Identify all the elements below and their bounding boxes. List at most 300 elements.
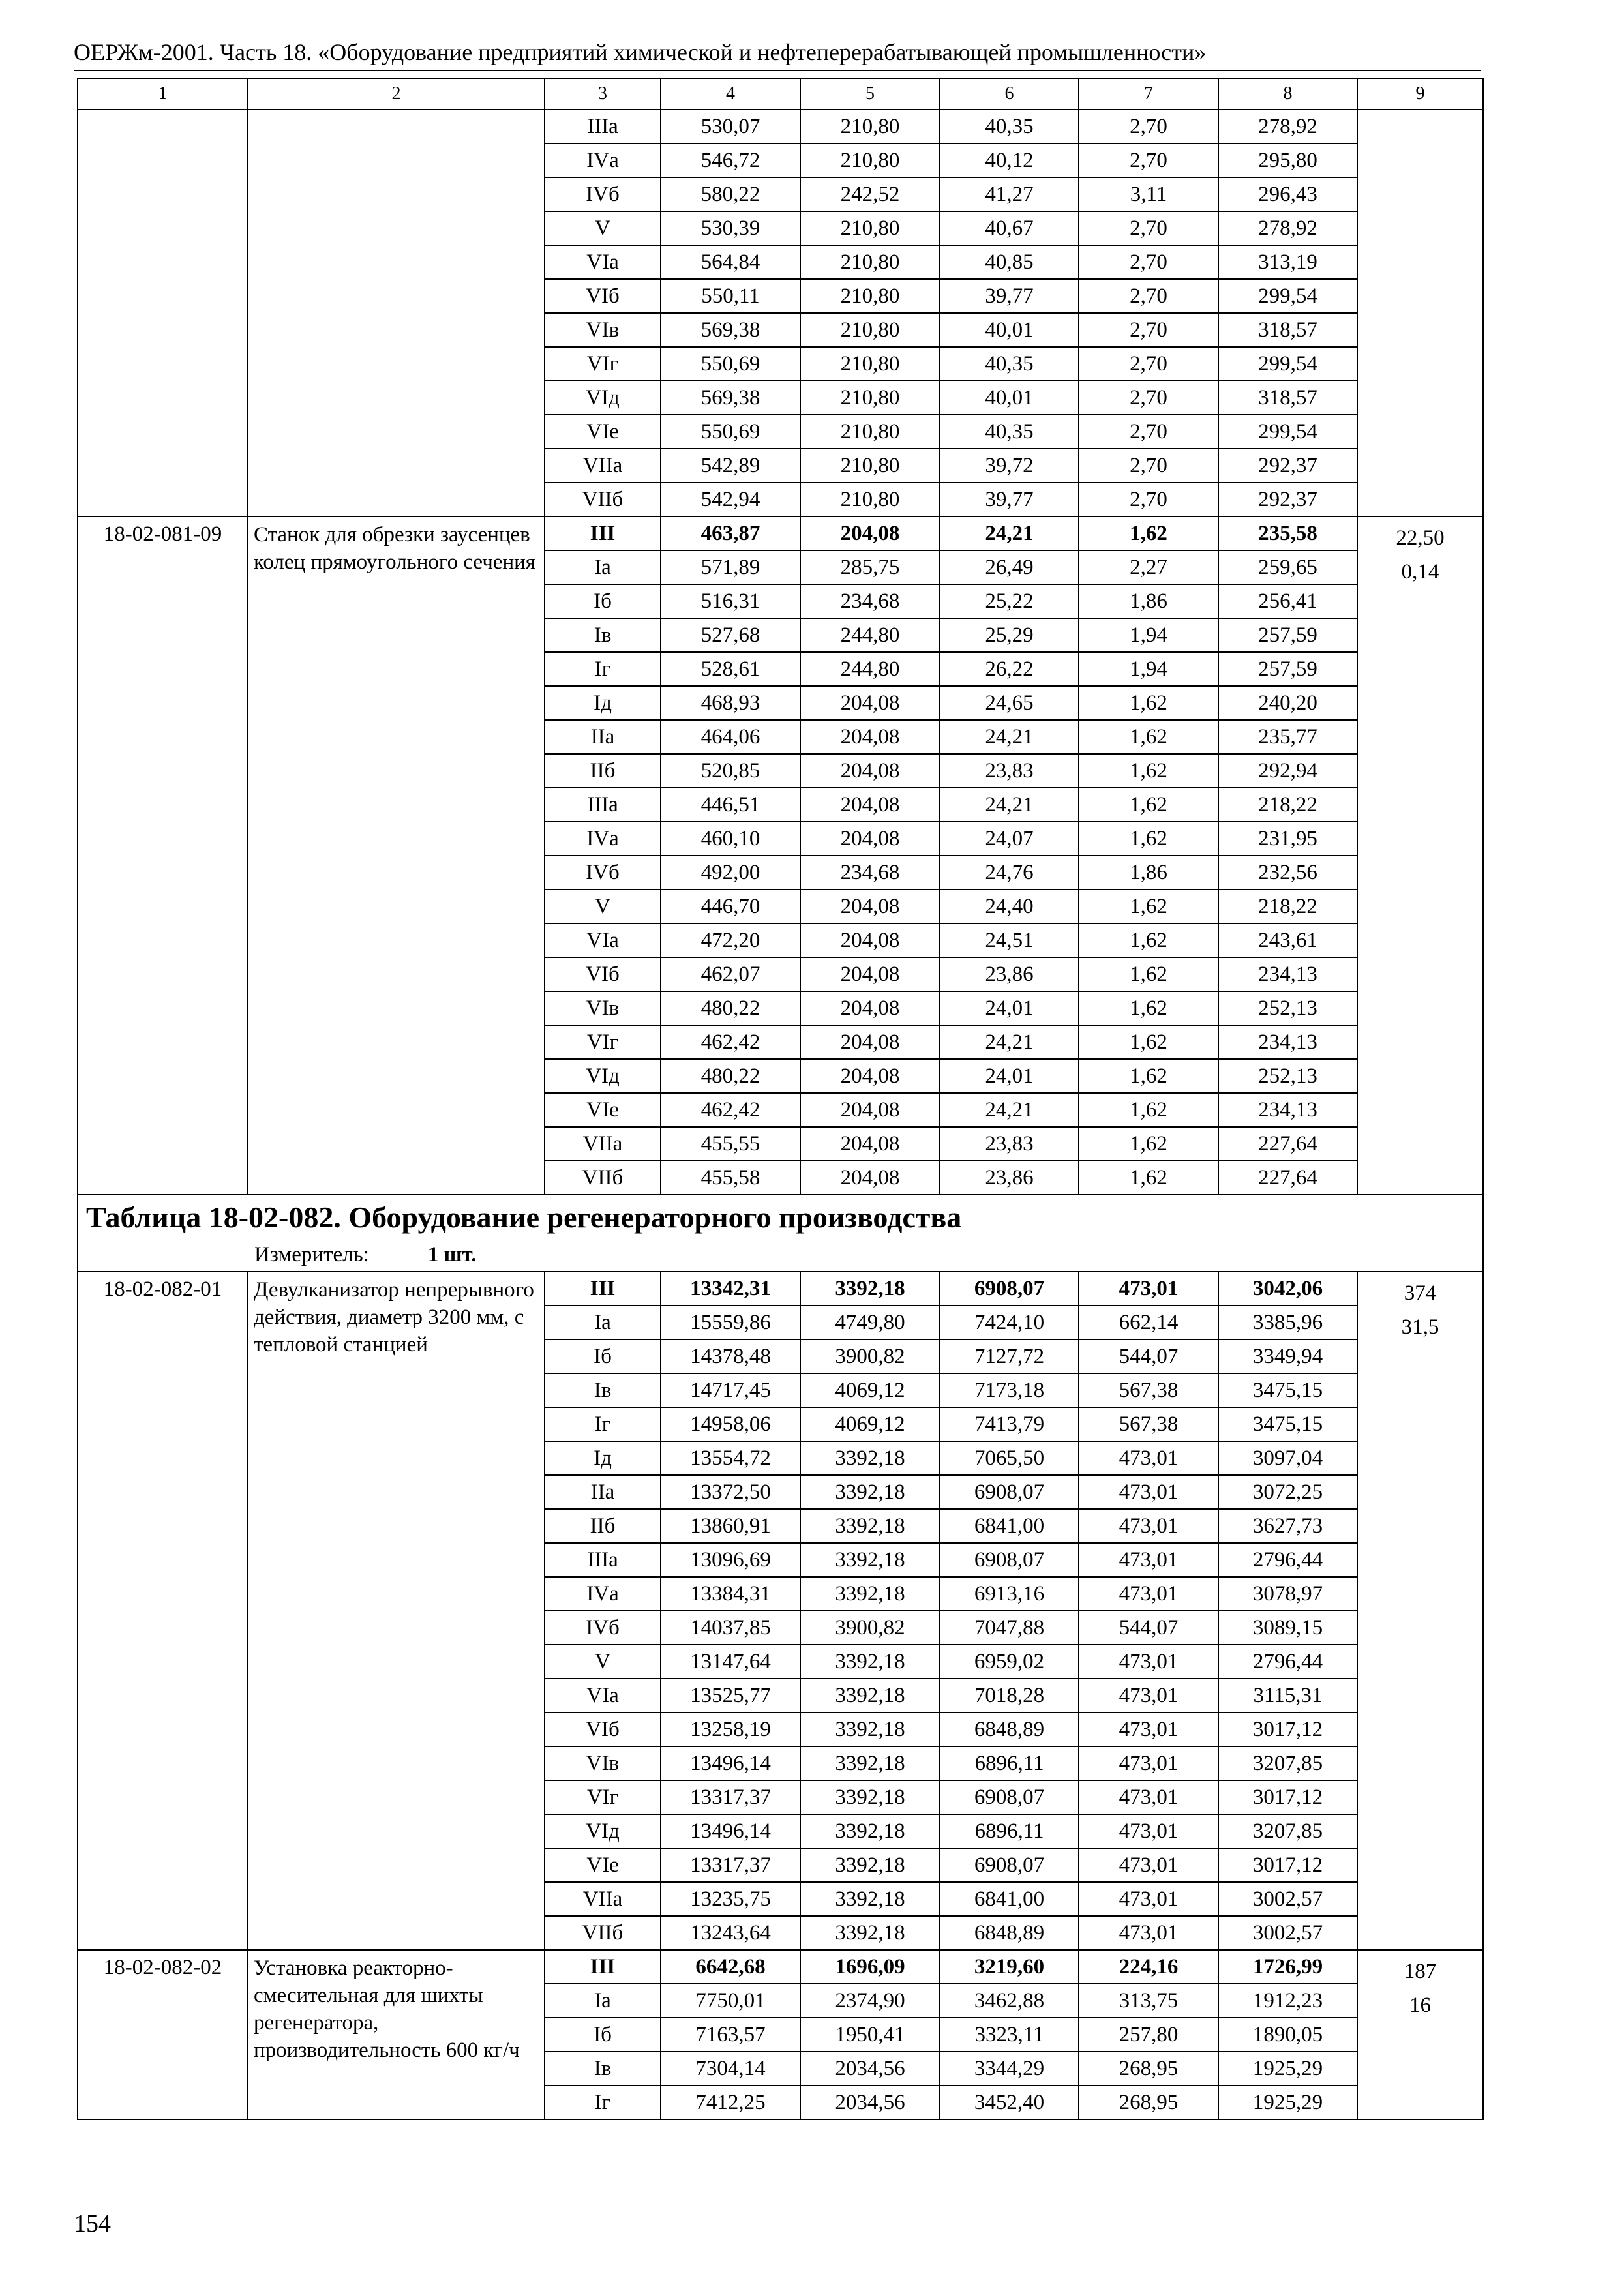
value-cell: 1726,99 [1218,1950,1357,1984]
value-cell: 3097,04 [1218,1441,1357,1475]
value-cell: 464,06 [661,720,800,754]
value-cell: 4069,12 [800,1373,940,1407]
value-cell: 6642,68 [661,1950,800,1984]
value-cell: 204,08 [800,957,940,991]
value-cell: 3017,12 [1218,1713,1357,1746]
value-cell: 210,80 [800,313,940,347]
value-cell: 473,01 [1079,1543,1218,1577]
zone-cell: III [545,1272,661,1306]
value-cell: 3392,18 [800,1543,940,1577]
value-cell: 462,07 [661,957,800,991]
value-cell: 24,21 [940,720,1079,754]
value-cell: 473,01 [1079,1441,1218,1475]
value-cell: 13258,19 [661,1713,800,1746]
value-cell: 1,62 [1079,822,1218,856]
position-code: 18-02-082-01 [78,1272,248,1950]
value-cell: 3323,11 [940,2018,1079,2052]
value-cell: 3475,15 [1218,1407,1357,1441]
value-cell: 3392,18 [800,1645,940,1679]
zone-cell: VIд [545,381,661,415]
value-cell: 234,13 [1218,957,1357,991]
materials-value: 187 [1404,1960,1437,1983]
zone-cell: VIд [545,1814,661,1848]
value-cell: 204,08 [800,788,940,822]
value-cell: 2,27 [1079,550,1218,584]
zone-cell: IIIа [545,1543,661,1577]
value-cell: 204,08 [800,822,940,856]
zone-cell: IVа [545,822,661,856]
value-cell: 1,62 [1079,991,1218,1025]
value-cell: 473,01 [1079,1746,1218,1780]
value-cell: 544,07 [1079,1611,1218,1645]
zone-cell: VIIа [545,1882,661,1916]
value-cell: 1,62 [1079,1161,1218,1195]
zone-cell: IIб [545,754,661,788]
value-cell: 13096,69 [661,1543,800,1577]
zone-cell: VIв [545,991,661,1025]
value-cell: 468,93 [661,686,800,720]
position-description: Станок для обрезки заусенцев колец прямоугольного сечения [248,516,545,1195]
value-cell: 6848,89 [940,1916,1079,1950]
table-row [78,110,1483,143]
materials-cell [1357,516,1483,1195]
position-description [248,110,545,516]
value-cell: 6848,89 [940,1713,1079,1746]
value-cell: 1,62 [1079,720,1218,754]
unit-row [78,1238,1483,1272]
zone-cell: Iа [545,1306,661,1339]
value-cell: 3349,94 [1218,1339,1357,1373]
position-code: 18-02-081-09 [78,516,248,1195]
value-cell: 210,80 [800,279,940,313]
value-cell: 318,57 [1218,313,1357,347]
value-cell: 3219,60 [940,1950,1079,1984]
value-cell: 473,01 [1079,1475,1218,1509]
table-row [78,516,1483,550]
value-cell: 24,21 [940,516,1079,550]
value-cell: 40,85 [940,245,1079,279]
value-cell: 259,65 [1218,550,1357,584]
value-cell: 278,92 [1218,110,1357,143]
value-cell: 204,08 [800,754,940,788]
value-cell: 204,08 [800,890,940,923]
value-cell: 14037,85 [661,1611,800,1645]
value-cell: 234,68 [800,584,940,618]
zone-cell: Iг [545,652,661,686]
value-cell: 542,94 [661,483,800,516]
zone-cell: VIг [545,1025,661,1059]
value-cell: 210,80 [800,483,940,516]
value-cell: 204,08 [800,1025,940,1059]
value-cell: 3392,18 [800,1441,940,1475]
value-cell: 204,08 [800,991,940,1025]
zone-cell: VIе [545,415,661,449]
zone-cell: VIг [545,347,661,381]
value-cell: 569,38 [661,381,800,415]
zone-cell: IVб [545,177,661,211]
value-cell: 1,62 [1079,1127,1218,1161]
value-cell: 544,07 [1079,1339,1218,1373]
value-cell: 204,08 [800,1059,940,1093]
value-cell: 530,07 [661,110,800,143]
column-number: 2 [248,78,545,110]
value-cell: 13860,91 [661,1509,800,1543]
zone-cell: VIд [545,1059,661,1093]
value-cell: 40,35 [940,347,1079,381]
header-rule [74,70,1481,71]
value-cell: 25,22 [940,584,1079,618]
value-cell: 296,43 [1218,177,1357,211]
value-cell: 473,01 [1079,1509,1218,1543]
value-cell: 13372,50 [661,1475,800,1509]
zone-cell: VIа [545,245,661,279]
value-cell: 13496,14 [661,1746,800,1780]
column-number: 9 [1357,78,1483,110]
value-cell: 580,22 [661,177,800,211]
value-cell: 1,62 [1079,957,1218,991]
value-cell: 3017,12 [1218,1848,1357,1882]
zone-cell: VIв [545,313,661,347]
zone-cell: Iв [545,2052,661,2086]
zone-cell: Iд [545,686,661,720]
value-cell: 567,38 [1079,1373,1218,1407]
value-cell: 1,62 [1079,1059,1218,1093]
value-cell: 24,21 [940,1025,1079,1059]
zone-cell: VIIб [545,1916,661,1950]
zone-cell: Iг [545,2086,661,2119]
value-cell: 14717,45 [661,1373,800,1407]
value-cell: 292,37 [1218,483,1357,516]
value-cell: 2,70 [1079,211,1218,245]
value-cell: 210,80 [800,381,940,415]
table-title: Таблица 18-02-082. Оборудование регенераторного производства [78,1195,1483,1238]
value-cell: 40,12 [940,143,1079,177]
value-cell: 24,07 [940,822,1079,856]
value-cell: 550,69 [661,347,800,381]
value-cell: 3078,97 [1218,1577,1357,1611]
zone-cell: IVб [545,856,661,890]
value-cell: 40,35 [940,110,1079,143]
running-header: ОЕРЖм-2001. Часть 18. «Оборудование предприятий химической и нефтеперерабатывающей промышленности» [74,39,1207,65]
zone-cell: IIб [545,1509,661,1543]
value-cell: 292,94 [1218,754,1357,788]
value-cell: 446,51 [661,788,800,822]
value-cell: 295,80 [1218,143,1357,177]
zone-cell: V [545,890,661,923]
value-cell: 1,62 [1079,890,1218,923]
value-cell: 256,41 [1218,584,1357,618]
value-cell: 3392,18 [800,1679,940,1713]
value-cell: 6908,07 [940,1272,1079,1306]
value-cell: 2796,44 [1218,1543,1357,1577]
value-cell: 7065,50 [940,1441,1079,1475]
value-cell: 257,59 [1218,652,1357,686]
value-cell: 25,29 [940,618,1079,652]
value-cell: 516,31 [661,584,800,618]
zone-cell: Iб [545,2018,661,2052]
value-cell: 3072,25 [1218,1475,1357,1509]
value-cell: 6913,16 [940,1577,1079,1611]
value-cell: 7173,18 [940,1373,1079,1407]
value-cell: 2034,56 [800,2052,940,2086]
value-cell: 3207,85 [1218,1814,1357,1848]
value-cell: 210,80 [800,415,940,449]
value-cell: 2,70 [1079,279,1218,313]
value-cell: 204,08 [800,686,940,720]
value-cell: 7018,28 [940,1679,1079,1713]
zone-cell: VIв [545,1746,661,1780]
value-cell: 462,42 [661,1025,800,1059]
table-title-row [78,1195,1483,1238]
zone-cell: V [545,1645,661,1679]
materials-value: 22,50 [1396,526,1445,550]
column-number: 4 [661,78,800,110]
value-cell: 1,62 [1079,923,1218,957]
value-cell: 473,01 [1079,1577,1218,1611]
value-cell: 242,52 [800,177,940,211]
value-cell: 7750,01 [661,1984,800,2018]
value-cell: 3207,85 [1218,1746,1357,1780]
materials-cell [1357,1272,1483,1950]
value-cell: 3392,18 [800,1272,940,1306]
value-cell: 3392,18 [800,1746,940,1780]
value-cell: 24,21 [940,1093,1079,1127]
value-cell: 527,68 [661,618,800,652]
value-cell: 318,57 [1218,381,1357,415]
value-cell: 662,14 [1079,1306,1218,1339]
zone-cell: IVа [545,143,661,177]
value-cell: 14378,48 [661,1339,800,1373]
value-cell: 40,35 [940,415,1079,449]
zone-cell: VIб [545,957,661,991]
value-cell: 244,80 [800,618,940,652]
value-cell: 13554,72 [661,1441,800,1475]
value-cell: 473,01 [1079,1814,1218,1848]
column-number: 7 [1079,78,1218,110]
value-cell: 473,01 [1079,1882,1218,1916]
value-cell: 1912,23 [1218,1984,1357,2018]
value-cell: 3,11 [1079,177,1218,211]
value-cell: 455,58 [661,1161,800,1195]
table-row [78,1950,1483,1984]
value-cell: 243,61 [1218,923,1357,957]
value-cell: 24,01 [940,1059,1079,1093]
value-cell: 299,54 [1218,415,1357,449]
value-cell: 204,08 [800,720,940,754]
page-number: 154 [74,2210,111,2237]
value-cell: 2,70 [1079,415,1218,449]
value-cell: 24,65 [940,686,1079,720]
unit-label: Измеритель: [254,1242,369,1266]
value-cell: 472,20 [661,923,800,957]
value-cell: 227,64 [1218,1127,1357,1161]
value-cell: 23,86 [940,957,1079,991]
value-cell: 3002,57 [1218,1916,1357,1950]
materials-value: 31,5 [1401,1315,1439,1339]
value-cell: 23,83 [940,754,1079,788]
position-description: Девулканизатор непрерывного действия, диаметр 3200 мм, с тепловой станцией [248,1272,545,1950]
value-cell: 252,13 [1218,1059,1357,1093]
value-cell: 1,62 [1079,788,1218,822]
value-cell: 571,89 [661,550,800,584]
value-cell: 218,22 [1218,788,1357,822]
value-cell: 15559,86 [661,1306,800,1339]
value-cell: 234,13 [1218,1093,1357,1127]
value-cell: 2,70 [1079,449,1218,483]
value-cell: 40,01 [940,313,1079,347]
value-cell: 3900,82 [800,1611,940,1645]
value-cell: 204,08 [800,923,940,957]
materials-cell [1357,1950,1483,2119]
value-cell: 6841,00 [940,1882,1079,1916]
value-cell: 7424,10 [940,1306,1079,1339]
materials-cell [1357,110,1483,516]
value-cell: 278,92 [1218,211,1357,245]
value-cell: 2,70 [1079,347,1218,381]
value-cell: 6908,07 [940,1543,1079,1577]
value-cell: 299,54 [1218,279,1357,313]
value-cell: 231,95 [1218,822,1357,856]
value-cell: 546,72 [661,143,800,177]
value-cell: 1925,29 [1218,2086,1357,2119]
value-cell: 569,38 [661,313,800,347]
value-cell: 1950,41 [800,2018,940,2052]
value-cell: 2,70 [1079,143,1218,177]
zone-cell: Iг [545,1407,661,1441]
zone-cell: VIе [545,1848,661,1882]
value-cell: 235,77 [1218,720,1357,754]
value-cell: 6908,07 [940,1848,1079,1882]
value-cell: 257,59 [1218,618,1357,652]
value-cell: 2034,56 [800,2086,940,2119]
materials-value: 16 [1409,1994,1431,2017]
value-cell: 3392,18 [800,1848,940,1882]
zone-cell: VIб [545,1713,661,1746]
value-cell: 2,70 [1079,381,1218,415]
value-cell: 210,80 [800,449,940,483]
value-cell: 1,62 [1079,1093,1218,1127]
value-cell: 473,01 [1079,1916,1218,1950]
position-code: 18-02-082-02 [78,1950,248,2119]
value-cell: 7412,25 [661,2086,800,2119]
value-cell: 227,64 [1218,1161,1357,1195]
value-cell: 3385,96 [1218,1306,1357,1339]
zone-cell: IIа [545,1475,661,1509]
value-cell: 3392,18 [800,1509,940,1543]
value-cell: 473,01 [1079,1645,1218,1679]
zone-cell: Iб [545,1339,661,1373]
unit-value: 1 шт. [427,1242,477,1266]
value-cell: 23,83 [940,1127,1079,1161]
value-cell: 3462,88 [940,1984,1079,2018]
value-cell: 7047,88 [940,1611,1079,1645]
value-cell: 24,40 [940,890,1079,923]
value-cell: 4069,12 [800,1407,940,1441]
value-cell: 3392,18 [800,1475,940,1509]
value-cell: 204,08 [800,1127,940,1161]
value-cell: 2,70 [1079,483,1218,516]
value-cell: 6896,11 [940,1746,1079,1780]
value-cell: 1,62 [1079,1025,1218,1059]
value-cell: 232,56 [1218,856,1357,890]
value-cell: 24,21 [940,788,1079,822]
column-number-row [78,78,1483,110]
value-cell: 542,89 [661,449,800,483]
value-cell: 13525,77 [661,1679,800,1713]
value-cell: 7413,79 [940,1407,1079,1441]
value-cell: 528,61 [661,652,800,686]
position-code [78,110,248,516]
zone-cell: Iа [545,550,661,584]
value-cell: 6896,11 [940,1814,1079,1848]
zone-cell: VIе [545,1093,661,1127]
value-cell: 1,62 [1079,516,1218,550]
value-cell: 292,37 [1218,449,1357,483]
materials-value: 374 [1404,1281,1437,1305]
value-cell: 1,86 [1079,856,1218,890]
column-number: 3 [545,78,661,110]
value-cell: 268,95 [1079,2052,1218,2086]
value-cell: 3452,40 [940,2086,1079,2119]
zone-cell: Iа [545,1984,661,2018]
value-cell: 234,68 [800,856,940,890]
value-cell: 3017,12 [1218,1780,1357,1814]
value-cell: 210,80 [800,110,940,143]
value-cell: 2,70 [1079,245,1218,279]
zone-cell: III [545,1950,661,1984]
value-cell: 13342,31 [661,1272,800,1306]
value-cell: 299,54 [1218,347,1357,381]
value-cell: 244,80 [800,652,940,686]
column-number: 5 [800,78,940,110]
value-cell: 13496,14 [661,1814,800,1848]
value-cell: 1,62 [1079,754,1218,788]
value-cell: 40,67 [940,211,1079,245]
value-cell: 520,85 [661,754,800,788]
zone-cell: Iв [545,1373,661,1407]
zone-cell: IIа [545,720,661,754]
value-cell: 567,38 [1079,1407,1218,1441]
value-cell: 210,80 [800,143,940,177]
value-cell: 39,77 [940,483,1079,516]
column-number: 8 [1218,78,1357,110]
value-cell: 3042,06 [1218,1272,1357,1306]
value-cell: 13147,64 [661,1645,800,1679]
zone-cell: VIа [545,923,661,957]
position-description: Установка реакторно-смесительная для шихты регенератора, производительность 600 кг/ч [248,1950,545,2119]
zone-cell: VIIа [545,1127,661,1161]
value-cell: 1,94 [1079,618,1218,652]
value-cell: 473,01 [1079,1713,1218,1746]
value-cell: 4749,80 [800,1306,940,1339]
value-cell: 3475,15 [1218,1373,1357,1407]
zone-cell: VIIб [545,1161,661,1195]
value-cell: 41,27 [940,177,1079,211]
value-cell: 2796,44 [1218,1645,1357,1679]
zone-cell: VIIб [545,483,661,516]
value-cell: 235,58 [1218,516,1357,550]
value-cell: 210,80 [800,211,940,245]
value-cell: 204,08 [800,1093,940,1127]
value-cell: 1,86 [1079,584,1218,618]
value-cell: 39,77 [940,279,1079,313]
value-cell: 6908,07 [940,1780,1079,1814]
value-cell: 3089,15 [1218,1611,1357,1645]
value-cell: 210,80 [800,245,940,279]
value-cell: 480,22 [661,1059,800,1093]
value-cell: 210,80 [800,347,940,381]
value-cell: 564,84 [661,245,800,279]
